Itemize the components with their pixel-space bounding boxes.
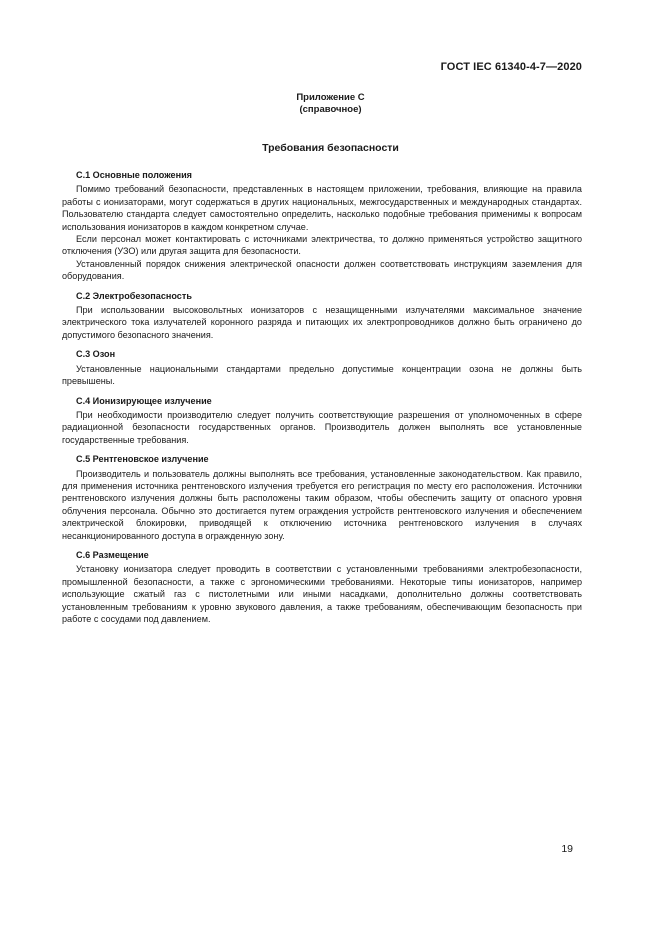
section-heading: С.3 Озон xyxy=(76,349,116,360)
paragraph: При использовании высоковольтных ионизаторов с незащищенными излучателями максимальное значение электрического тока излучателей коронного разряда и питающих их электропроводников должно быть ограничено до допустимого безопасного значения. xyxy=(62,305,582,340)
section-heading: С.4 Ионизирующее излучение xyxy=(76,395,212,406)
section-c4 xyxy=(62,395,582,447)
section-c5 xyxy=(62,453,582,542)
section-heading: С.6 Размещение xyxy=(76,549,149,560)
paragraph: Установку ионизатора следует проводить в соответствии с установленными требованиями электробезопасности, промышленной безопасности, а также с эргономическими требованиями. Некоторые типы ионизаторов, например использующие сжатый газ с пистолетными или иными насадками, дополнительно должны соответствовать установленным требованиям к уровню звукового давления, а также требованиям, обеспечивающим безопасность при работе с сосудами под давлением. xyxy=(62,564,582,624)
section-c1 xyxy=(62,169,582,283)
paragraph: Помимо требований безопасности, представленных в настоящем приложении, требования, влияющие на правила работы с ионизаторами, могут содержаться в других национальных, межгосударственных и международных стандартах. Пользователю стандарта следует самостоятельно определить, насколько подобные требования применимы к вопросам использования ионизаторов в каждом конкретном случае. xyxy=(62,184,582,232)
page-title: Требования безопасности xyxy=(262,142,399,154)
annex-subtitle: (справочное) xyxy=(299,104,362,115)
page-number: 19 xyxy=(561,843,573,855)
document-body xyxy=(62,166,582,625)
section-c2 xyxy=(62,290,582,342)
paragraph: Производитель и пользователь должны выполнять все требования, установленные законодательством. Как правило, для применения источника рентгеновского излучения требуется его регистрация по месту его расположения. Источники рентгеновского излучения должны быть расположены таким образом, чтобы обеспечить защиту от опасного уровня облучения персонала. Обычно это достигается путем ограждения устройств рентгеновского излучения и обеспечением электрической блокировки, приводящей к отключению источника рентгеновского излучения в случаях несанкционированного доступа в огражденную зону. xyxy=(62,468,582,541)
paragraph: Установленные национальными стандартами предельно допустимые концентрации озона не должны быть превышены. xyxy=(62,363,582,387)
paragraph: Установленный порядок снижения электрической опасности должен соответствовать инструкциям заземления для оборудования. xyxy=(62,258,582,282)
section-heading: С.5 Рентгеновское излучение xyxy=(76,454,209,465)
paragraph: Если персонал может контактировать с источниками электричества, то должно применяться устройство защитного отключения (УЗО) или другая защита для безопасности. xyxy=(62,234,582,257)
section-c6 xyxy=(62,549,582,625)
section-heading: С.1 Основные положения xyxy=(76,170,192,180)
section-c3 xyxy=(62,348,582,387)
paragraph: При необходимости производителю следует получить соответствующие разрешения от уполномоченных в сфере радиационной безопасности государственных органов. Производитель должен выполнять все установленные государственные требования. xyxy=(62,409,582,445)
annex-heading xyxy=(0,92,661,116)
section-heading: С.2 Электробезопасность xyxy=(76,290,192,301)
document-code: ГОСТ IEC 61340-4-7—2020 xyxy=(440,61,582,73)
annex-title: Приложение С xyxy=(296,92,365,103)
